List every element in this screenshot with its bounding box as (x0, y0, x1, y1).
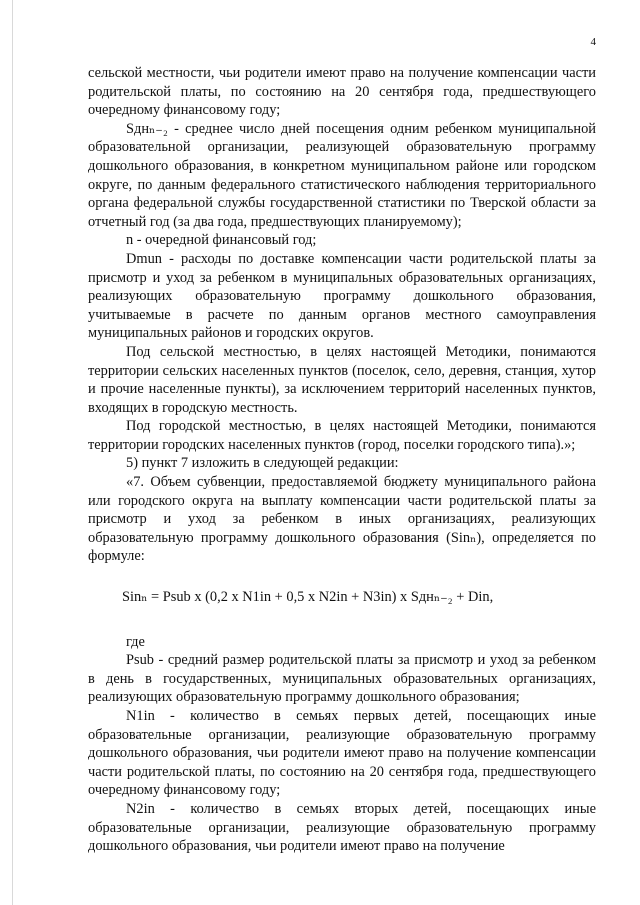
paragraph-n-definition: n - очередной финансовый год; (126, 232, 317, 249)
paragraph-dmun-definition: Dmun - расходы по доставке компенсации части родительской платы за присмотр и уход за ребенком в муниципальных образовательных организациях, реализующих образовательную программу дошкольного образования, учитываемые в расчете по данным органов местного самоуправления муниципальных районов и городских округов. (88, 250, 596, 342)
paragraph-sdn-definition: Sднₙ₋₂ - среднее число дней посещения одним ребенком муниципальной образовательной организации, реализующей образовательную программу дошкольного образования, в конкретном муниципальном районе или городском округе, по данным федерального статистического наблюдения территориального органа федеральной службы государственной статистики по Тверской области за отчетный год (за два года, предшествующих планируемому); (88, 120, 596, 230)
paragraph-n1in-definition: N1in - количество в семьях первых детей, посещающих иные образовательные организации, реализующие образовательную программу дошкольного образования, чьи родители имеют право на получение компенсации части родительской платы, по состоянию на 20 сентября года, предшествующего очередному финансовому году; (88, 708, 596, 799)
paragraph-rural-continuation: сельской местности, чьи родители имеют право на получение компенсации части родительской платы, по состоянию на 20 сентября года, предшествующего очередному финансовому году; (88, 65, 596, 119)
paragraph-rural-area: Под сельской местностью, в целях настоящей Методики, понимаются территории сельских населенных пунктов (поселок, село, деревня, станция, хутор и прочие населенные пункты), за исключением территорий населенных пунктов, входящих в городскую местность. (88, 343, 596, 416)
scan-edge (12, 0, 13, 905)
paragraph-psub-definition: Psub - средний размер родительской платы за присмотр и уход за ребенком в день в государственных, муниципальных образовательных организациях, реализующих образовательную программу дошкольного образования; (88, 652, 596, 706)
paragraph-where: где (126, 633, 145, 650)
paragraph-item-7: «7. Объем субвенции, предоставляемой бюджету муниципального района или городского округа на выплату компенсации части родительской платы за присмотр и уход за ребенком в иных организациях, реализующих образовательную программу дошкольного образования (Sinₙ), определяется по формуле: (88, 474, 596, 565)
page-number: 4 (590, 36, 596, 48)
formula: Sinₙ = Psub x (0,2 x N1in + 0,5 x N2in + N3in) x Sднₙ₋₂ + Din, (122, 589, 494, 606)
paragraph-item-5: 5) пункт 7 изложить в следующей редакции: (126, 455, 399, 472)
paragraph-urban-area: Под городской местностью, в целях настоящей Методики, понимаются территории городских населенных пунктов (город, поселки городского типа).»; (88, 418, 596, 453)
document-body (88, 64, 596, 856)
paragraph-n2in-definition: N2in - количество в семьях вторых детей, посещающих иные образовательные организации, реализующие образовательную программу дошкольного образования, чьи родители имеют право на получение (88, 800, 596, 855)
